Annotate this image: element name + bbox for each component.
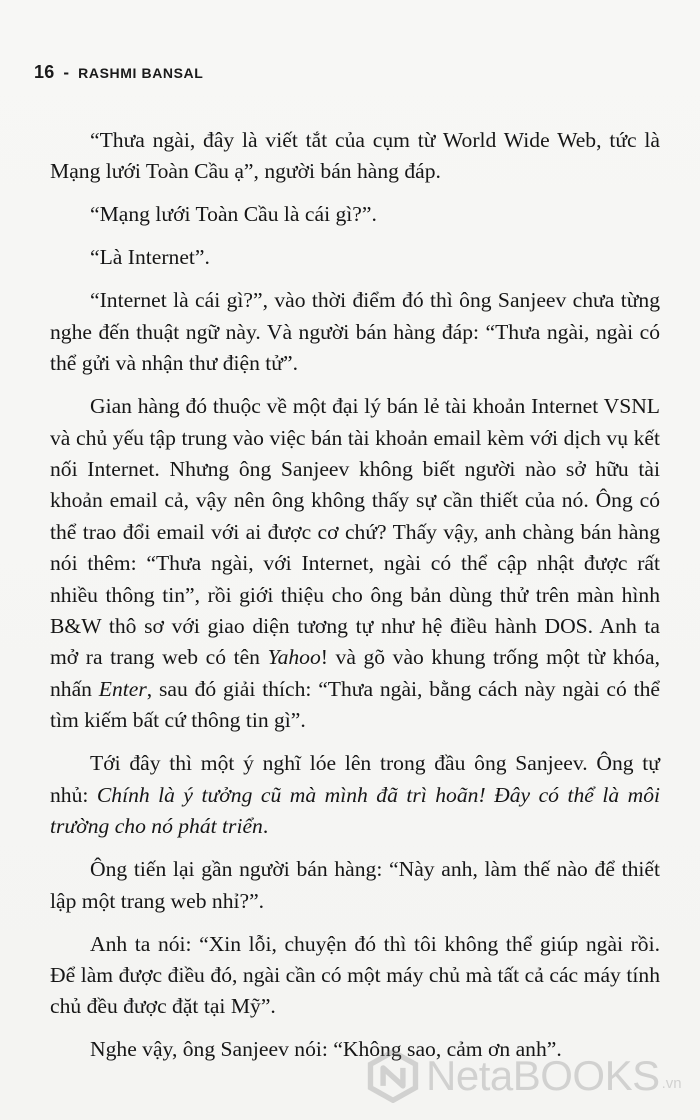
paragraph-text: , sau đó giải thích: “Thưa ngài, bằng cách này ngài có thể tìm kiếm bất cứ thông tin gì”. <box>50 676 660 733</box>
italic-term-enter: Enter <box>98 676 147 701</box>
paragraph-text: ! và gõ vào khung trống một từ khóa, nhấn <box>50 645 660 701</box>
body-text <box>50 125 660 1077</box>
page-number: 16 <box>34 62 55 82</box>
paragraph: “Mạng lưới Toàn Cầu là cái gì?”. <box>90 202 377 227</box>
paragraph: “Là Internet”. <box>90 245 210 270</box>
paragraph-text: . <box>262 814 269 839</box>
watermark <box>366 1046 682 1106</box>
paragraph: Ông tiến lại gần người bán hàng: “Này anh, làm thế nào để thiết lập một trang web nhỉ?”. <box>50 857 660 913</box>
n-logo-icon <box>366 1049 420 1103</box>
italic-thought: Chính là ý tưởng cũ mà mình đã trì hoãn! Đây có thể là môi trường cho nó phát triển <box>50 782 660 839</box>
paragraph: “Internet là cái gì?”, vào thời điểm đó thì ông Sanjeev chưa từng nghe đến thuật ngữ này. Và người bán hàng đáp: “Thưa ngài, ngài có thể gửi và nhận thư điện tử”. <box>50 288 660 376</box>
running-header <box>34 62 203 83</box>
watermark-suffix: .vn <box>661 1075 682 1092</box>
paragraph: Anh ta nói: “Xin lỗi, chuyện đó thì tôi không thể giúp ngài rồi. Để làm được điều đó, ngài cần có một máy chủ mà tất cả các máy tính chủ đều được đặt tại Mỹ”. <box>50 931 660 1019</box>
paragraph: Nghe vậy, ông Sanjeev nói: “Không sao, cảm ơn anh”. <box>90 1037 562 1062</box>
paragraph <box>50 748 660 842</box>
italic-term-yahoo: Yahoo <box>267 645 321 670</box>
paragraph-text: Gian hàng đó thuộc về một đại lý bán lẻ tài khoản Internet VSNL và chủ yếu tập trung vào việc bán tài khoản email kèm với dịch vụ kết nối Internet. Nhưng ông Sanjeev không biết người nào sở hữu tài khoản email cả, vậy nên ông không thấy sự cần thiết của nó. Ông có thể trao đổi email với ai được cơ chứ? Thấy vậy, anh chàng bán hàng nói thêm: “Thưa ngài, với Internet, ngài có thể cập nhật được rất nhiều thông tin”, rồi giới thiệu cho ông bản dùng thử trên màn hình B&W thô sơ với giao diện tương tự như hệ điều hành DOS. Anh ta mở ra trang web có tên <box>50 394 660 670</box>
header-separator: - <box>63 63 70 82</box>
paragraph <box>50 391 660 736</box>
paragraph: “Thưa ngài, đây là viết tắt của cụm từ World Wide Web, tức là Mạng lưới Toàn Cầu ạ”, người bán hàng đáp. <box>50 128 660 184</box>
paragraph-text: Tới đây thì một ý nghĩ lóe lên trong đầu ông Sanjeev. Ông tự nhủ: <box>50 751 660 807</box>
watermark-brand: NetaBOOKS <box>426 1052 660 1099</box>
author-name: RASHMI BANSAL <box>78 65 204 81</box>
